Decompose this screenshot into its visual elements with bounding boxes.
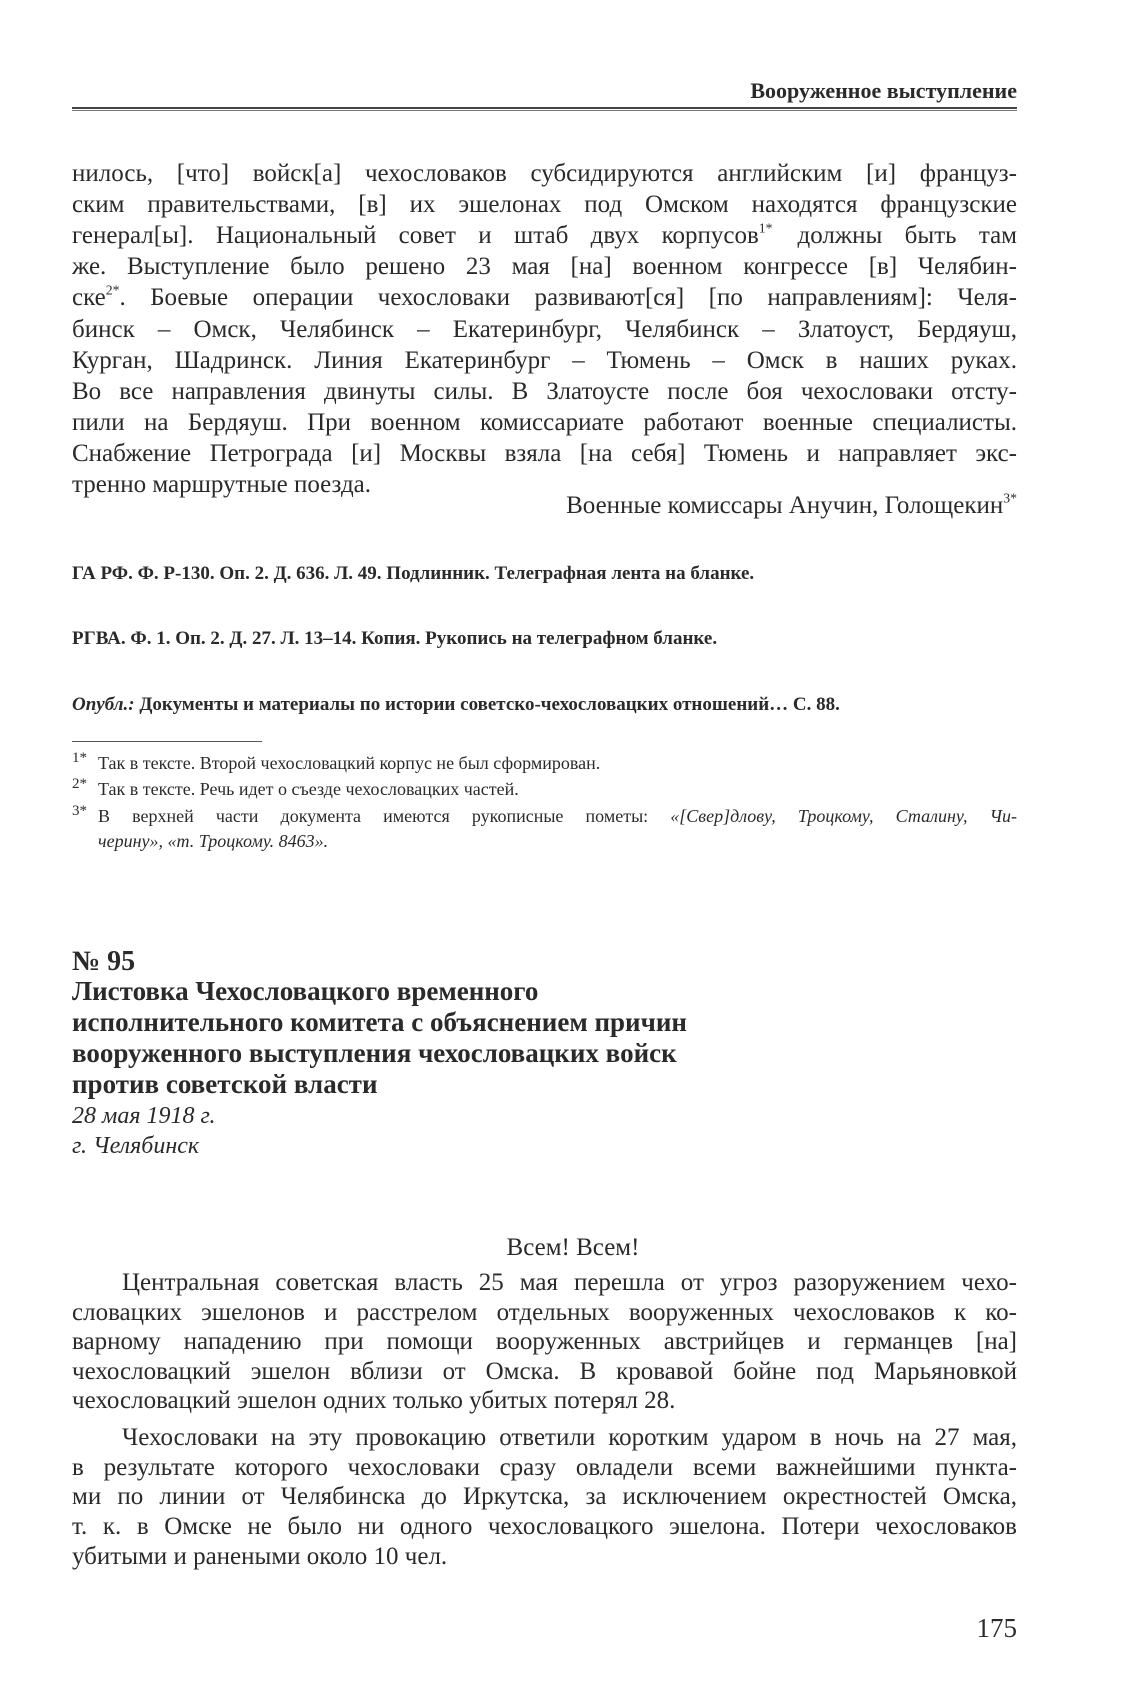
text-line (72, 1270, 1017, 1295)
publication-note (72, 695, 1017, 714)
text-run: исполнительного комитета с объяснением причин (72, 1007, 687, 1037)
archive-source: РГВА. Ф. 1. Оп. 2. Д. 27. Л. 13–14. Копия. Рукопись на телеграфном бланке. (72, 628, 718, 649)
document-place: г. Челябинск (72, 1133, 200, 1159)
text-line (72, 379, 1017, 404)
text-line (72, 1484, 1017, 1509)
text-line (72, 1455, 1017, 1480)
text-run: в результате которого чехословаки сразу овладели всеми важнейшими пункта- (72, 1453, 1017, 1481)
text-run: убитыми и ранеными около 10 чел. (72, 1542, 448, 1570)
text-run: пили на Бердяуш. При военном комиссариате работают военные специалисты. (72, 408, 1017, 436)
footnote-text (98, 831, 1017, 852)
text-line (72, 1514, 1017, 1539)
footnote-ref: 1* (758, 220, 773, 236)
text-run: Во все направления двинуты силы. В Златоусте после боя чехословаки отсту- (72, 377, 1017, 405)
footnote-rule (72, 741, 262, 742)
text-line (72, 254, 1017, 279)
text-run: генерал[ы]. Национальный совет и штаб двух корпусов (72, 222, 759, 250)
text-run: должны быть там (772, 222, 1017, 250)
text-line (72, 1329, 1017, 1354)
text-line (72, 161, 1017, 186)
text-run: словацких эшелонов и расстрелом отдельных вооруженных чехословаков к ко- (72, 1298, 1017, 1326)
text-line (72, 410, 1017, 435)
publication-text: Документы и материалы по истории советско-чехословацких отношений… С. 88. (134, 694, 840, 715)
text-line (72, 192, 1017, 217)
text-run: нилось, [что] войск[а] чехословаков субсидируются английским [и] француз- (72, 160, 1017, 187)
document-number: № 95 (72, 946, 136, 977)
text-run: варному нападению при помощи вооруженных австрийцев и германцев [на] (72, 1328, 1017, 1355)
text-run: вооруженного выступления чехословацких войск (72, 1038, 677, 1068)
footnote-text (98, 779, 1017, 800)
page-number: 175 (976, 1613, 1017, 1643)
text-run: ске (72, 284, 106, 312)
text-run: Курган, Шадринск. Линия Екатеринбург – Тюмень – Омск в наших руках. (72, 346, 1017, 374)
text-run: Так в тексте. Второй чехословацкий корпус не был сформирован. (98, 753, 601, 773)
signature (566, 492, 1017, 520)
text-run: тренно маршрутные поезда. (72, 471, 372, 498)
text-line (72, 1359, 1017, 1384)
footnote-mark: 2* (72, 776, 87, 792)
publication-label: Опубл.: (72, 694, 135, 715)
text-line (72, 220, 1017, 250)
title-line (72, 978, 1017, 1005)
text-line (72, 1425, 1017, 1450)
text-run: Снабжение Петрограда [и] Москвы взяла [на себя] Тюмень и направляет экс- (72, 439, 1017, 467)
text-run: бинск – Омск, Челябинск – Екатеринбург, Челябинск – Златоуст, Бердяуш, (72, 315, 1017, 343)
text-line (72, 1300, 1017, 1325)
footnote-mark: 3* (72, 803, 87, 819)
text-line (72, 348, 1017, 373)
footnote-text (98, 806, 1017, 827)
text-run: же. Выступление было решено 23 мая [на] военном конгрессе [в] Челябин- (72, 253, 1017, 281)
text-run: Листовка Чехословацкого временного (72, 976, 539, 1006)
archive-source: ГА РФ. Ф. Р-130. Оп. 2. Д. 636. Л. 49. Подлинник. Телеграфная лента на бланке. (72, 563, 755, 584)
text-run: Так в тексте. Речь идет о съезде чехословацких частей. (98, 779, 519, 799)
text-run: Чехословаки на эту провокацию ответили коротким ударом в ночь на 27 мая, (72, 1424, 1017, 1451)
text-run: ским правительствами, [в] их эшелонах под Омском находятся французские (72, 191, 1017, 219)
title-line (72, 1040, 1017, 1067)
title-line (72, 1071, 1017, 1098)
footnote-ref: 3* (1003, 490, 1017, 506)
text-run: . Боевые операции чехословаки развивают[ся] [по направлениям]: Челя- (119, 284, 1017, 312)
running-title: Вооруженное выступление (750, 78, 1017, 103)
text-line (72, 1544, 1017, 1569)
text-line (72, 1388, 1017, 1413)
italic-run: черину», «т. Троцкому. 8463». (98, 831, 329, 851)
footnote-text (98, 753, 1017, 774)
title-line (72, 1009, 1017, 1036)
text-run: против советской власти (72, 1069, 378, 1099)
text-run: ми по линии от Челябинска до Иркутска, за исключением окрестностей Омска, (72, 1483, 1017, 1511)
signature-text: Военные комиссары Анучин, Голощекин (566, 492, 1004, 519)
italic-run: «[Свер]длову, Троцкому, Сталину, Чи- (670, 806, 1017, 826)
header-rule (72, 107, 1017, 111)
text-run: т. к. в Омске не было ни одного чехословацкого эшелона. Потери чехословаков (72, 1513, 1017, 1541)
text-line (72, 285, 1017, 310)
text-run: Центральная советская власть 25 мая перешла от угроз разоружением чехо- (72, 1269, 1017, 1296)
text-run: В верхней части документа имеются рукописные пометы: (98, 806, 671, 826)
text-run: чехословацкий эшелон одних только убитых потерял 28. (72, 1387, 676, 1414)
document-date: 28 мая 1918 г. (72, 1103, 216, 1129)
text-run: чехословацкий эшелон вблизи от Омска. В кровавой бойне под Марьяновкой (72, 1357, 1017, 1385)
salutation: Всем! Всем! (506, 1234, 640, 1261)
footnote-mark: 1* (72, 750, 87, 766)
footnote-ref: 2* (105, 283, 120, 299)
text-line (72, 317, 1017, 342)
text-line (72, 441, 1017, 466)
